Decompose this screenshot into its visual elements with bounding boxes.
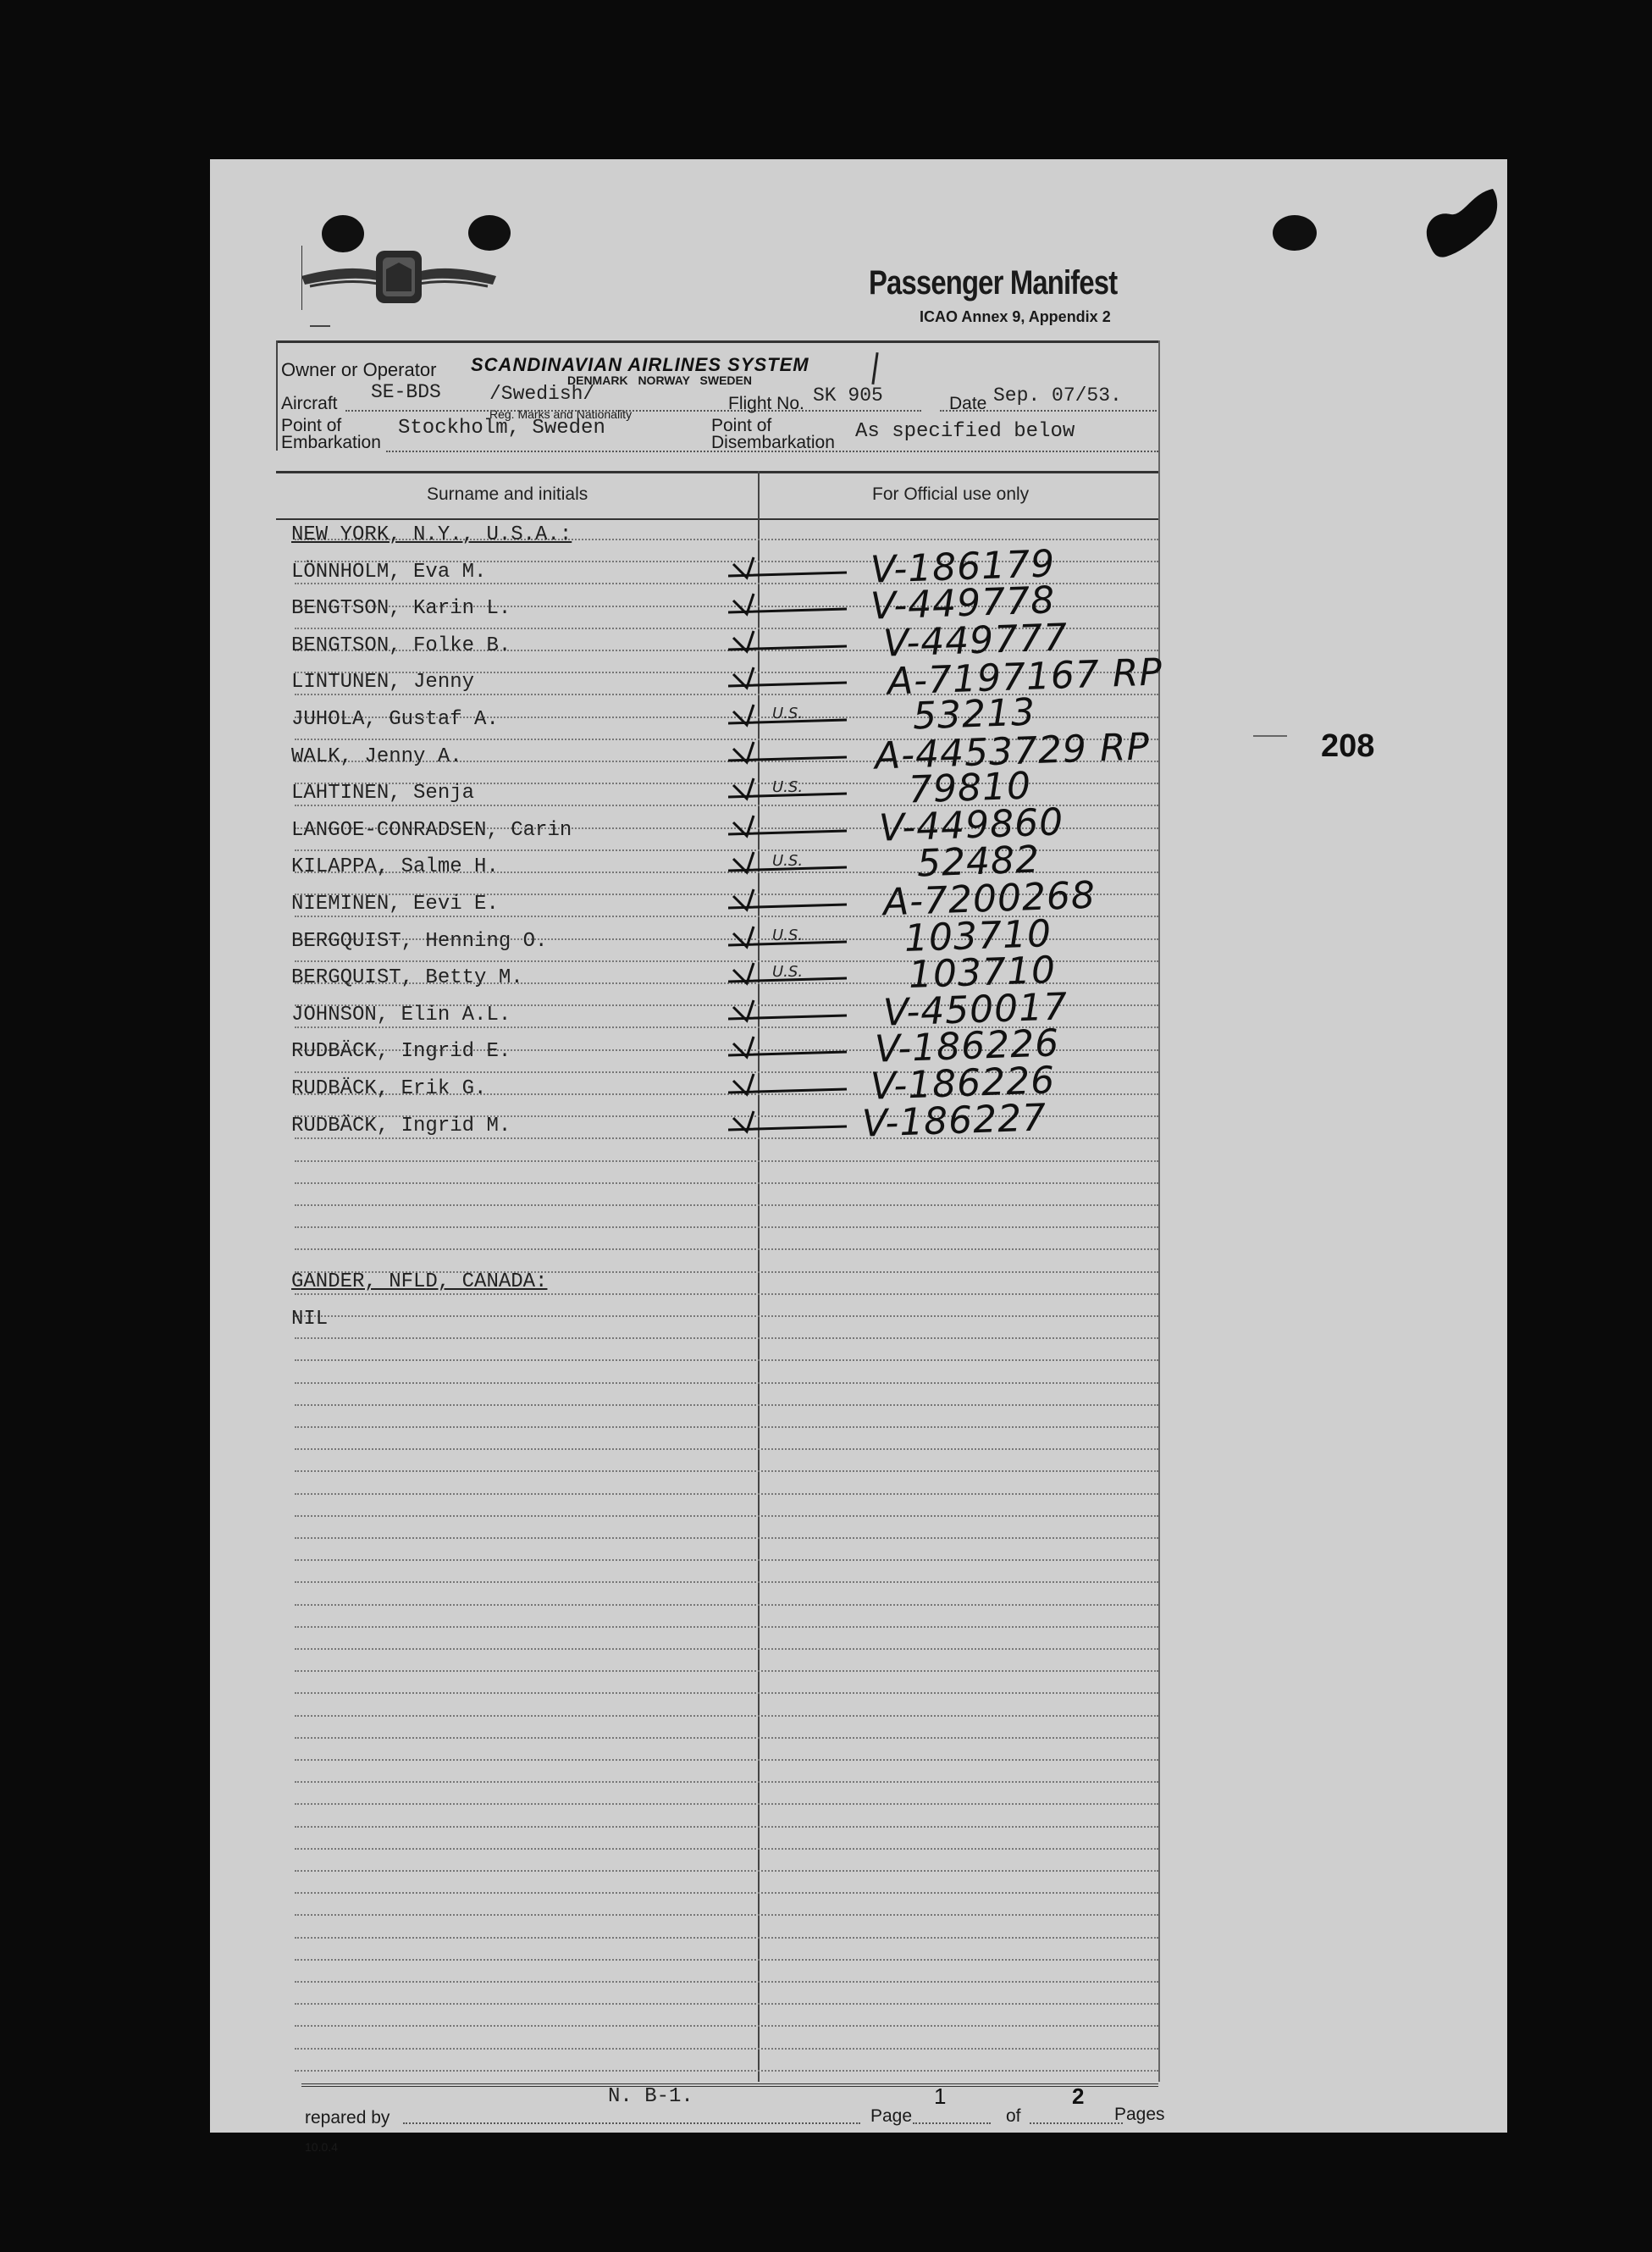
passenger-name: NIEMINEN, Eevi E. [291,893,499,916]
ruled-line [295,1493,1158,1495]
disembark-value: As specified below [855,420,1075,443]
sas-logo-icon [301,244,496,312]
check-mark-icon [728,811,855,844]
date-dotline [940,410,1157,412]
ruled-line [295,1803,1158,1805]
ruled-line [295,1359,1158,1361]
ruled-line [295,1515,1158,1517]
official-number: V-449860 [878,800,1064,850]
passenger-name: NIL [291,1308,329,1331]
aircraft-label: Aircraft [281,394,338,413]
check-mark-icon [728,1032,855,1065]
column-head-top-rule [276,471,1158,473]
ruled-line [295,1382,1158,1384]
check-mark-icon [728,737,855,771]
ruled-line [295,1870,1158,1872]
ruled-line [295,1337,1158,1339]
ruled-line [295,2048,1158,2050]
ruled-line [295,2003,1158,2005]
passenger-name: JUHOLA, Gustaf A. [291,708,499,731]
ruled-line [295,1670,1158,1672]
passenger-name: KILAPPA, Salme H. [291,855,499,878]
aircraft-dotline [345,410,921,412]
passenger-name: RUDBÄCK, Ingrid E. [291,1040,511,1063]
embark-value: Stockholm, Sweden [398,417,605,440]
official-number: V-449778 [870,578,1056,628]
us-mark: U.S. [772,852,804,870]
punch-hole-right [1273,215,1317,251]
page-value: 1 [934,2083,947,2109]
flight-value: SK 905 [813,385,883,407]
official-number: V-449777 [882,616,1069,666]
ruled-line [295,1737,1158,1739]
aircraft-reg: SE-BDS [371,381,441,403]
header-left-rule [276,340,278,451]
passenger-name: LANGOE-CONRADSEN, Carin [291,819,572,842]
disembark-label-1: Point of [711,416,772,435]
aircraft-sub: Reg. Marks and Nationality [489,407,633,421]
ruled-line [295,1315,1158,1317]
check-mark-icon [728,552,855,586]
ink-blot-icon [1412,185,1506,278]
ruled-line [295,1248,1158,1250]
disembark-label-2: Disembarkation [711,433,835,452]
ruled-line [295,1715,1158,1717]
side-number: 208 [1321,728,1375,764]
us-mark: U.S. [772,705,804,722]
check-mark-icon [728,662,855,696]
flight-label: Flight No. [728,394,804,413]
ruled-line [295,1204,1158,1206]
ruled-line [295,1448,1158,1450]
header-top-rule [276,340,1158,343]
ruled-line [295,1226,1158,1228]
official-number: A-7197167 RP [887,650,1163,704]
column-head-official: For Official use only [872,484,1030,504]
embark-label-1: Point of [281,416,342,435]
passenger-name: BENGTSON, Folke B. [291,634,511,657]
official-number: 79810 [908,764,1032,812]
form-number: N. B-1. [608,2085,693,2108]
section-heading: GANDER, NFLD, CANADA: [291,1270,548,1293]
ruled-line [295,1914,1158,1916]
check-mark-icon [728,589,855,622]
ruled-line [295,1692,1158,1694]
date-label: Date [949,394,987,413]
ruled-line [295,1160,1158,1162]
embark-dotline [386,451,1158,452]
column-head-bottom-rule [276,518,1158,520]
ruled-line [295,1604,1158,1606]
section-heading: NEW YORK, N.Y., U.S.A.: [291,523,572,546]
ruled-line [295,1470,1158,1472]
official-number: 103710 [903,911,1053,961]
ruled-line [295,2070,1158,2072]
page-label: Page [870,2106,913,2126]
us-mark: U.S. [772,963,804,981]
ruled-line [295,1426,1158,1428]
check-mark-icon [728,1069,855,1103]
ruled-line [295,1182,1158,1184]
passenger-name: LINTUNEN, Jenny [291,671,475,694]
page-dotline [913,2122,991,2124]
check-mark-icon [728,1106,855,1140]
owner-sub: DENMARK NORWAY SWEDEN [567,373,752,387]
passenger-name: LAHTINEN, Senja [291,782,475,805]
prepared-label: repared by [305,2108,390,2128]
ruled-line [295,1626,1158,1628]
official-number: 103710 [908,948,1057,998]
check-mark-icon [728,626,855,660]
aircraft-nationality: /Swedish/ [489,383,595,405]
check-mark-icon [728,884,855,918]
check-mark-icon [728,995,855,1029]
logo-tick [310,325,330,327]
official-number: V-450017 [882,985,1069,1035]
ruled-line [295,2025,1158,2027]
ruled-line [295,1981,1158,1983]
owner-pen-mark [871,352,878,385]
footer-top-rule [301,2083,1158,2087]
official-number: A-4453729 RP [874,725,1151,778]
pages-label: Pages [1114,2105,1165,2124]
passenger-name: BENGTSON, Karin L. [291,597,511,620]
ruled-line [295,1404,1158,1406]
passenger-name: JOHNSON, Elin A.L. [291,1004,511,1026]
ruled-line [295,1826,1158,1828]
ruled-line [295,1848,1158,1850]
column-head-names: Surname and initials [427,484,588,504]
passenger-name: BERGQUIST, Henning O. [291,930,548,953]
ruled-line [295,1959,1158,1961]
owner-value: SCANDINAVIAN AIRLINES SYSTEM [471,354,809,375]
us-mark: U.S. [772,927,804,944]
ruled-line [295,1293,1158,1295]
manifest-sheet [210,159,1507,2154]
passenger-name: RUDBÄCK, Ingrid M. [291,1115,511,1137]
ruled-line [295,1537,1158,1539]
passenger-name: WALK, Jenny A. [291,745,462,768]
us-mark: U.S. [772,778,804,796]
passenger-name: BERGQUIST, Betty M. [291,966,523,989]
of-dotline [1030,2122,1123,2124]
ruled-line [295,1581,1158,1583]
prepared-dotline [403,2122,860,2124]
ruled-line [295,1892,1158,1894]
official-number: A-7200268 [882,873,1097,925]
ruled-line [295,1781,1158,1783]
form-code: 10.0.4 [305,2140,338,2154]
ruled-line [295,1648,1158,1650]
page-title: Passenger Manifest [869,264,1118,302]
of-label: of [1006,2106,1021,2126]
official-number: V-186226 [870,1059,1056,1109]
passenger-name: LÖNNHOLM, Eva M. [291,561,487,584]
official-number: V-186227 [861,1096,1047,1146]
ruled-line [295,1559,1158,1561]
official-number: V-186226 [874,1021,1060,1071]
passenger-name: RUDBÄCK, Erik G. [291,1077,487,1100]
side-dash [1253,735,1287,737]
official-number: 52482 [916,838,1041,886]
page-subtitle: ICAO Annex 9, Appendix 2 [920,308,1111,325]
official-number: V-186179 [870,542,1056,592]
official-number: 53213 [912,690,1036,739]
of-value: 2 [1072,2083,1085,2109]
date-value: Sep. 07/53. [993,385,1122,407]
embark-label-2: Embarkation [281,433,381,452]
ruled-line [295,1937,1158,1939]
owner-label: Owner or Operator [281,359,437,380]
ruled-line [295,1759,1158,1761]
table-right-border [1158,340,1160,2082]
